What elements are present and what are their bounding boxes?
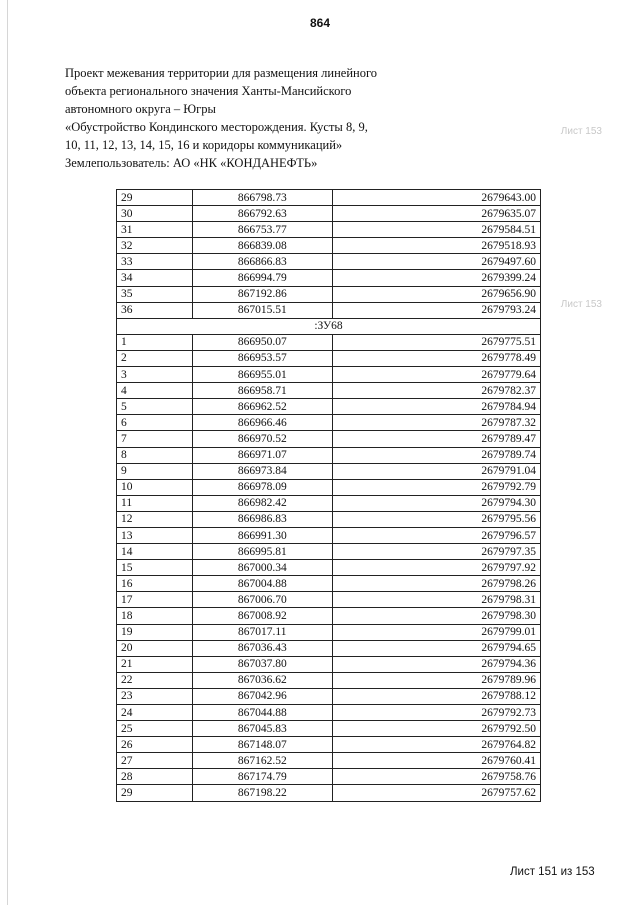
table-row [117, 737, 541, 753]
x-coordinate-cell: 867198.22 [192, 785, 333, 801]
point-number-cell: 2 [117, 350, 193, 366]
point-number-cell: 21 [117, 656, 193, 672]
x-coordinate-cell: 866839.08 [192, 238, 333, 254]
y-coordinate-cell: 2679789.74 [333, 447, 541, 463]
point-number-cell: 12 [117, 511, 193, 527]
table-row [117, 624, 541, 640]
x-coordinate-cell: 866955.01 [192, 367, 333, 383]
point-number-cell: 25 [117, 721, 193, 737]
header-line: Проект межевания территории для размещения линейного [65, 66, 378, 80]
point-number-cell: 24 [117, 705, 193, 721]
y-coordinate-cell: 2679789.47 [333, 431, 541, 447]
table-row [117, 270, 541, 286]
section-label: :ЗУ68 [117, 318, 541, 334]
y-coordinate-cell: 2679794.30 [333, 495, 541, 511]
table-row [117, 785, 541, 801]
point-number-cell: 11 [117, 495, 193, 511]
table-row [117, 576, 541, 592]
table-row [117, 383, 541, 399]
x-coordinate-cell: 867192.86 [192, 286, 333, 302]
sheet-footer: Лист 151 из 153 [510, 866, 595, 878]
point-number-cell: 28 [117, 769, 193, 785]
table-row [117, 640, 541, 656]
x-coordinate-cell: 867000.34 [192, 560, 333, 576]
table-row [117, 592, 541, 608]
y-coordinate-cell: 2679787.32 [333, 415, 541, 431]
y-coordinate-cell: 2679497.60 [333, 254, 541, 270]
y-coordinate-cell: 2679792.73 [333, 705, 541, 721]
y-coordinate-cell: 2679792.50 [333, 721, 541, 737]
point-number-cell: 19 [117, 624, 193, 640]
y-coordinate-cell: 2679792.79 [333, 479, 541, 495]
x-coordinate-cell: 867037.80 [192, 656, 333, 672]
table-row [117, 560, 541, 576]
x-coordinate-cell: 866966.46 [192, 415, 333, 431]
point-number-cell: 35 [117, 286, 193, 302]
x-coordinate-cell: 866792.63 [192, 206, 333, 222]
point-number-cell: 32 [117, 238, 193, 254]
table-row [117, 463, 541, 479]
x-coordinate-cell: 867036.43 [192, 640, 333, 656]
x-coordinate-cell: 867162.52 [192, 753, 333, 769]
table-row [117, 721, 541, 737]
y-coordinate-cell: 2679782.37 [333, 383, 541, 399]
x-coordinate-cell: 867045.83 [192, 721, 333, 737]
y-coordinate-cell: 2679791.04 [333, 463, 541, 479]
table-row [117, 334, 541, 350]
table-row [117, 511, 541, 527]
point-number-cell: 1 [117, 334, 193, 350]
y-coordinate-cell: 2679635.07 [333, 206, 541, 222]
y-coordinate-cell: 2679764.82 [333, 737, 541, 753]
y-coordinate-cell: 2679643.00 [333, 190, 541, 206]
x-coordinate-cell: 866753.77 [192, 222, 333, 238]
point-number-cell: 33 [117, 254, 193, 270]
table-row [117, 238, 541, 254]
table-row [117, 431, 541, 447]
point-number-cell: 20 [117, 640, 193, 656]
point-number-cell: 17 [117, 592, 193, 608]
coordinates-table-body [117, 190, 541, 802]
x-coordinate-cell: 866970.52 [192, 431, 333, 447]
y-coordinate-cell: 2679757.62 [333, 785, 541, 801]
x-coordinate-cell: 866982.42 [192, 495, 333, 511]
coordinates-table [116, 189, 541, 802]
table-row [117, 254, 541, 270]
y-coordinate-cell: 2679795.56 [333, 511, 541, 527]
section-row [117, 318, 541, 334]
x-coordinate-cell: 866950.07 [192, 334, 333, 350]
y-coordinate-cell: 2679778.49 [333, 350, 541, 366]
table-row [117, 367, 541, 383]
y-coordinate-cell: 2679779.64 [333, 367, 541, 383]
table-row [117, 206, 541, 222]
point-number-cell: 8 [117, 447, 193, 463]
point-number-cell: 27 [117, 753, 193, 769]
y-coordinate-cell: 2679758.76 [333, 769, 541, 785]
page-number: 864 [309, 16, 331, 30]
header-line: 10, 11, 12, 13, 14, 15, 16 и коридоры коммуникаций» [65, 138, 343, 152]
point-number-cell: 36 [117, 302, 193, 318]
x-coordinate-cell: 866973.84 [192, 463, 333, 479]
x-coordinate-cell: 867044.88 [192, 705, 333, 721]
scan-edge [7, 0, 8, 905]
y-coordinate-cell: 2679798.30 [333, 608, 541, 624]
x-coordinate-cell: 866953.57 [192, 350, 333, 366]
y-coordinate-cell: 2679789.96 [333, 672, 541, 688]
point-number-cell: 14 [117, 544, 193, 560]
y-coordinate-cell: 2679775.51 [333, 334, 541, 350]
x-coordinate-cell: 867008.92 [192, 608, 333, 624]
point-number-cell: 10 [117, 479, 193, 495]
y-coordinate-cell: 2679584.51 [333, 222, 541, 238]
point-number-cell: 29 [117, 785, 193, 801]
point-number-cell: 5 [117, 399, 193, 415]
y-coordinate-cell: 2679794.36 [333, 656, 541, 672]
point-number-cell: 15 [117, 560, 193, 576]
table-row [117, 495, 541, 511]
y-coordinate-cell: 2679760.41 [333, 753, 541, 769]
table-row [117, 447, 541, 463]
table-row [117, 527, 541, 543]
table-row [117, 302, 541, 318]
point-number-cell: 29 [117, 190, 193, 206]
point-number-cell: 26 [117, 737, 193, 753]
table-row [117, 753, 541, 769]
table-row [117, 415, 541, 431]
x-coordinate-cell: 867174.79 [192, 769, 333, 785]
x-coordinate-cell: 866971.07 [192, 447, 333, 463]
point-number-cell: 13 [117, 527, 193, 543]
header-line: «Обустройство Кондинского месторождения. Кусты 8, 9, [65, 120, 368, 134]
y-coordinate-cell: 2679788.12 [333, 688, 541, 704]
table-row [117, 399, 541, 415]
table-row [117, 688, 541, 704]
y-coordinate-cell: 2679399.24 [333, 270, 541, 286]
point-number-cell: 23 [117, 688, 193, 704]
x-coordinate-cell: 866986.83 [192, 511, 333, 527]
table-row [117, 608, 541, 624]
point-number-cell: 7 [117, 431, 193, 447]
x-coordinate-cell: 867042.96 [192, 688, 333, 704]
point-number-cell: 4 [117, 383, 193, 399]
point-number-cell: 9 [117, 463, 193, 479]
point-number-cell: 3 [117, 367, 193, 383]
table-row [117, 769, 541, 785]
point-number-cell: 30 [117, 206, 193, 222]
x-coordinate-cell: 867036.62 [192, 672, 333, 688]
y-coordinate-cell: 2679796.57 [333, 527, 541, 543]
table-row [117, 656, 541, 672]
x-coordinate-cell: 866991.30 [192, 527, 333, 543]
table-row [117, 350, 541, 366]
x-coordinate-cell: 866798.73 [192, 190, 333, 206]
table-row [117, 222, 541, 238]
point-number-cell: 34 [117, 270, 193, 286]
document-header [65, 64, 405, 172]
x-coordinate-cell: 867017.11 [192, 624, 333, 640]
table-row [117, 479, 541, 495]
y-coordinate-cell: 2679794.65 [333, 640, 541, 656]
y-coordinate-cell: 2679798.26 [333, 576, 541, 592]
table-row [117, 705, 541, 721]
table-row [117, 286, 541, 302]
table-row [117, 672, 541, 688]
x-coordinate-cell: 866958.71 [192, 383, 333, 399]
faded-sheet-mark: Лист 153 [560, 126, 602, 137]
y-coordinate-cell: 2679798.31 [333, 592, 541, 608]
x-coordinate-cell: 867015.51 [192, 302, 333, 318]
y-coordinate-cell: 2679797.92 [333, 560, 541, 576]
point-number-cell: 31 [117, 222, 193, 238]
x-coordinate-cell: 867004.88 [192, 576, 333, 592]
x-coordinate-cell: 866962.52 [192, 399, 333, 415]
header-line: Землепользователь: АО «НК «КОНДАНЕФТЬ» [65, 156, 318, 170]
x-coordinate-cell: 866978.09 [192, 479, 333, 495]
x-coordinate-cell: 867006.70 [192, 592, 333, 608]
y-coordinate-cell: 2679793.24 [333, 302, 541, 318]
x-coordinate-cell: 866866.83 [192, 254, 333, 270]
x-coordinate-cell: 866995.81 [192, 544, 333, 560]
header-line: автономного округа – Югры [65, 102, 216, 116]
table-row [117, 544, 541, 560]
point-number-cell: 6 [117, 415, 193, 431]
point-number-cell: 18 [117, 608, 193, 624]
y-coordinate-cell: 2679518.93 [333, 238, 541, 254]
point-number-cell: 22 [117, 672, 193, 688]
header-line: объекта регионального значения Ханты-Мансийского [65, 84, 352, 98]
table-row [117, 190, 541, 206]
y-coordinate-cell: 2679797.35 [333, 544, 541, 560]
x-coordinate-cell: 867148.07 [192, 737, 333, 753]
x-coordinate-cell: 866994.79 [192, 270, 333, 286]
faded-sheet-mark: Лист 153 [560, 299, 602, 310]
y-coordinate-cell: 2679784.94 [333, 399, 541, 415]
y-coordinate-cell: 2679799.01 [333, 624, 541, 640]
y-coordinate-cell: 2679656.90 [333, 286, 541, 302]
point-number-cell: 16 [117, 576, 193, 592]
